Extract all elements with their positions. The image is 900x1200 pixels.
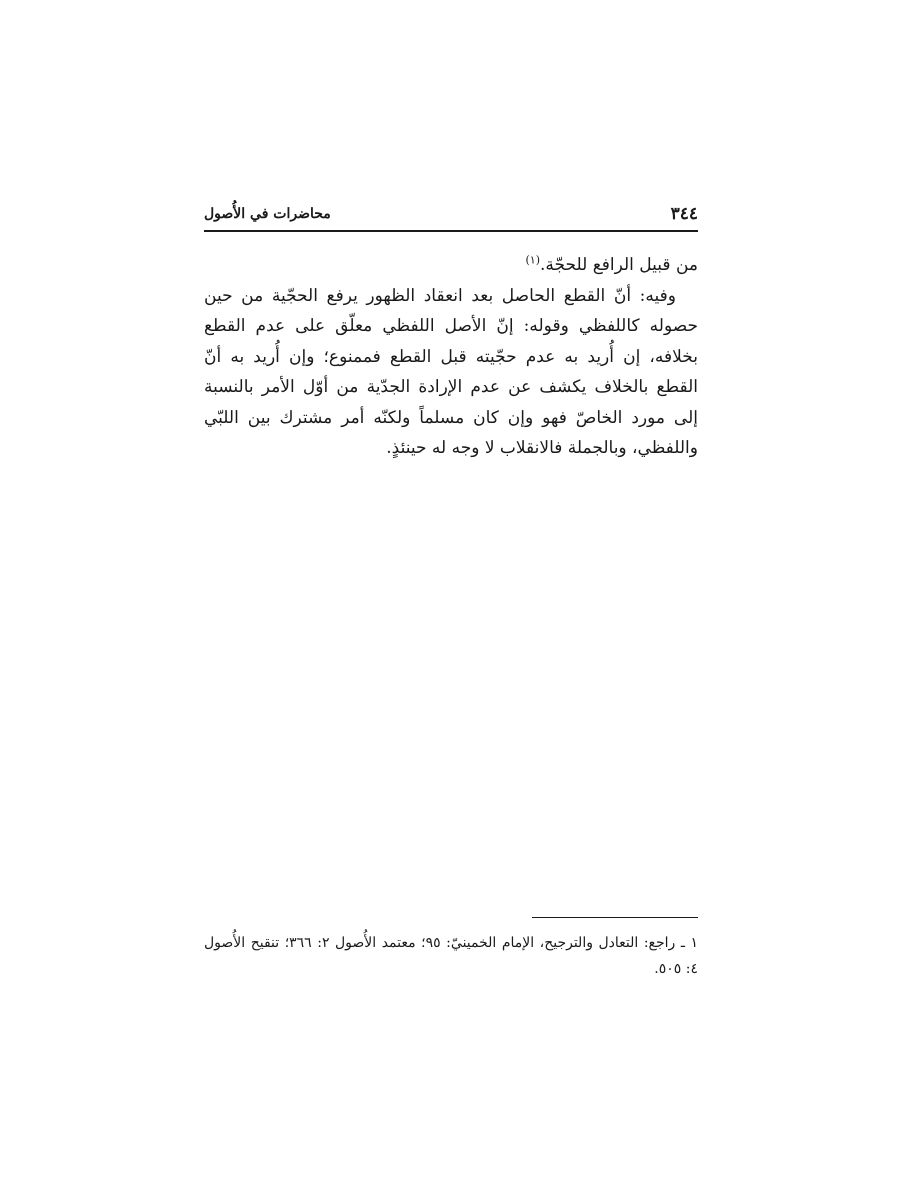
page-number: ٣٤٤ bbox=[670, 204, 698, 224]
footnote-separator bbox=[532, 917, 698, 918]
main-text bbox=[204, 250, 698, 464]
paragraph-2: وفيه: أنّ القطع الحاصل بعد انعقاد الظهور يرفع الحجّية من حين حصوله كاللفظي وقوله: إنّ الأصل اللفظي معلّق على عدم القطع بخلافه، إن أُريد به عدم حجّيته قبل القطع فممنوع؛ وإن أُريد به أنّ القطع بالخلاف يكشف عن عدم الإرادة الجدّية من أوّل الأمر بالنسبة إلى مورد الخاصّ فهو وإن كان مسلماً ولكنّه أمر مشترك بين اللبّي واللفظي، وبالجملة فالانقلاب لا وجه له حينئذٍ. bbox=[204, 285, 698, 458]
running-title: محاضرات في الأُصول bbox=[204, 206, 331, 222]
paragraph-1 bbox=[204, 250, 698, 281]
header-rule bbox=[204, 230, 698, 232]
footnote-reference: (١) bbox=[525, 253, 541, 267]
footnote: ١ ـ راجع: التعادل والترجيح، الإمام الخمينيّ: ٩٥؛ معتمد الأُصول ٢: ٣٦٦؛ تنقيح الأُصول ٤: ٥٠٥. bbox=[204, 935, 698, 977]
paragraph-1-text: من قبيل الرافع للحجّة. bbox=[540, 255, 698, 275]
page-header bbox=[204, 202, 698, 228]
